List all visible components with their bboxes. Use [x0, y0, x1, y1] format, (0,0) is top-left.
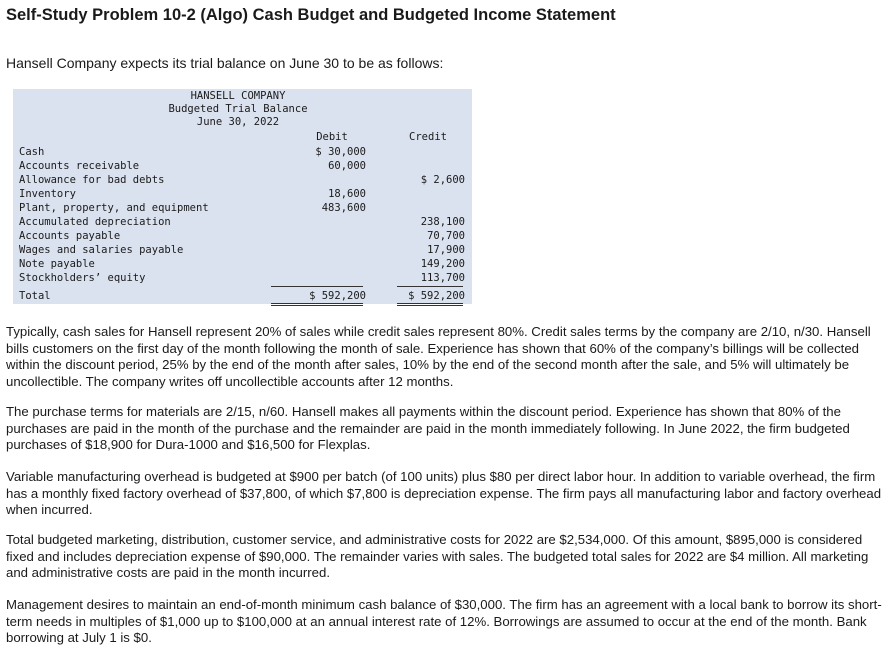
total-debit: $ 592,200: [309, 290, 366, 302]
account-label: Allowance for bad debts: [19, 174, 165, 186]
debit-rule: [271, 286, 363, 287]
credit-value: 238,100: [420, 216, 465, 228]
credit-header: Credit: [409, 131, 447, 143]
table-row: [19, 257, 465, 271]
credit-value: 149,200: [420, 258, 465, 270]
trial-balance-table: [13, 89, 472, 304]
total-row: [19, 289, 465, 303]
table-row: [19, 145, 465, 159]
statement-date: June 30, 2022: [196, 116, 280, 128]
debit-header: Debit: [316, 131, 348, 143]
debit-value: 18,600: [328, 188, 366, 200]
table-row: [19, 201, 465, 215]
paragraph-purchases: The purchase terms for materials are 2/15, n/60. Hansell makes all payments within the discount period. Experience has shown that 80% of the purchases are paid in the month of the purchase and the remainder are paid in the month immediately following. In June 2022, the firm budgeted purchases of $18,900 for Dura-1000 and $16,500 for Flexplas.: [6, 404, 850, 452]
page-title: Self-Study Problem 10-2 (Algo) Cash Budget and Budgeted Income Statement: [6, 6, 616, 24]
account-label: Inventory: [19, 188, 76, 200]
credit-value: 113,700: [420, 272, 465, 284]
account-label: Plant, property, and equipment: [19, 202, 209, 214]
debit-value: 483,600: [321, 202, 366, 214]
company-name: HANSELL COMPANY: [190, 90, 286, 102]
credit-value: 70,700: [427, 230, 465, 242]
account-label: Accumulated depreciation: [19, 216, 171, 228]
account-label: Cash: [19, 146, 45, 158]
total-credit: $ 592,200: [408, 290, 465, 302]
debit-value: 60,000: [328, 160, 366, 172]
table-row: [19, 215, 465, 229]
account-label: Accounts payable: [19, 230, 121, 242]
total-label: Total: [19, 290, 51, 302]
table-row: [19, 159, 465, 173]
credit-double-rule: [397, 303, 463, 306]
paragraph-cash-policy: Management desires to maintain an end-of-month minimum cash balance of $30,000. The firm has an agreement with a local bank to borrow its short-term needs in multiples of $1,000 up to $100,000 at an annual interest rate of 12%. Borrowings are assumed to occur at the end of the month. Bank borrowing at July 1 is $0.: [6, 597, 882, 645]
table-row: [19, 271, 465, 285]
table-row: [19, 173, 465, 187]
credit-rule: [397, 286, 463, 287]
statement-name: Budgeted Trial Balance: [168, 103, 308, 115]
intro-text: Hansell Company expects its trial balance on June 30 to be as follows:: [6, 55, 444, 71]
paragraph-sales: Typically, cash sales for Hansell represent 20% of sales while credit sales represent 80%. Credit sales terms by the company are 2/10, n/30. Hansell bills customers on the first day of the month following the month of sale. Experience has shown that 60% of the company’s billings will be collected within the discount period, 25% by the end of the month after sales, 10% by the end of the second month after the sale, and 5% will ultimately be uncollectible. The company writes off uncollectible accounts after 12 months.: [6, 324, 871, 389]
table-row: [19, 187, 465, 201]
account-label: Wages and salaries payable: [19, 244, 184, 256]
account-label: Note payable: [19, 258, 95, 270]
table-row: [19, 243, 465, 257]
account-label: Accounts receivable: [19, 160, 140, 172]
table-row: [19, 229, 465, 243]
credit-value: $ 2,600: [420, 174, 465, 186]
paragraph-marketing: Total budgeted marketing, distribution, customer service, and administrative costs for 2022 are $2,534,000. Of this amount, $895,000 is considered fixed and includes depreciation expense of $90,000. The remainder varies with sales. The budgeted total sales for 2022 are $4 million. All marketing and administrative costs are paid in the month incurred.: [6, 532, 869, 580]
debit-value: $ 30,000: [315, 146, 366, 158]
credit-value: 17,900: [427, 244, 465, 256]
account-label: Stockholders’ equity: [19, 272, 146, 284]
paragraph-overhead: Variable manufacturing overhead is budgeted at $900 per batch (of 100 units) plus $80 per direct labor hour. In addition to variable overhead, the firm has a monthly fixed factory overhead of $37,800, of which $7,800 is depreciation expense. The firm pays all manufacturing labor and factory overhead when incurred.: [6, 469, 882, 517]
debit-double-rule: [271, 303, 363, 306]
